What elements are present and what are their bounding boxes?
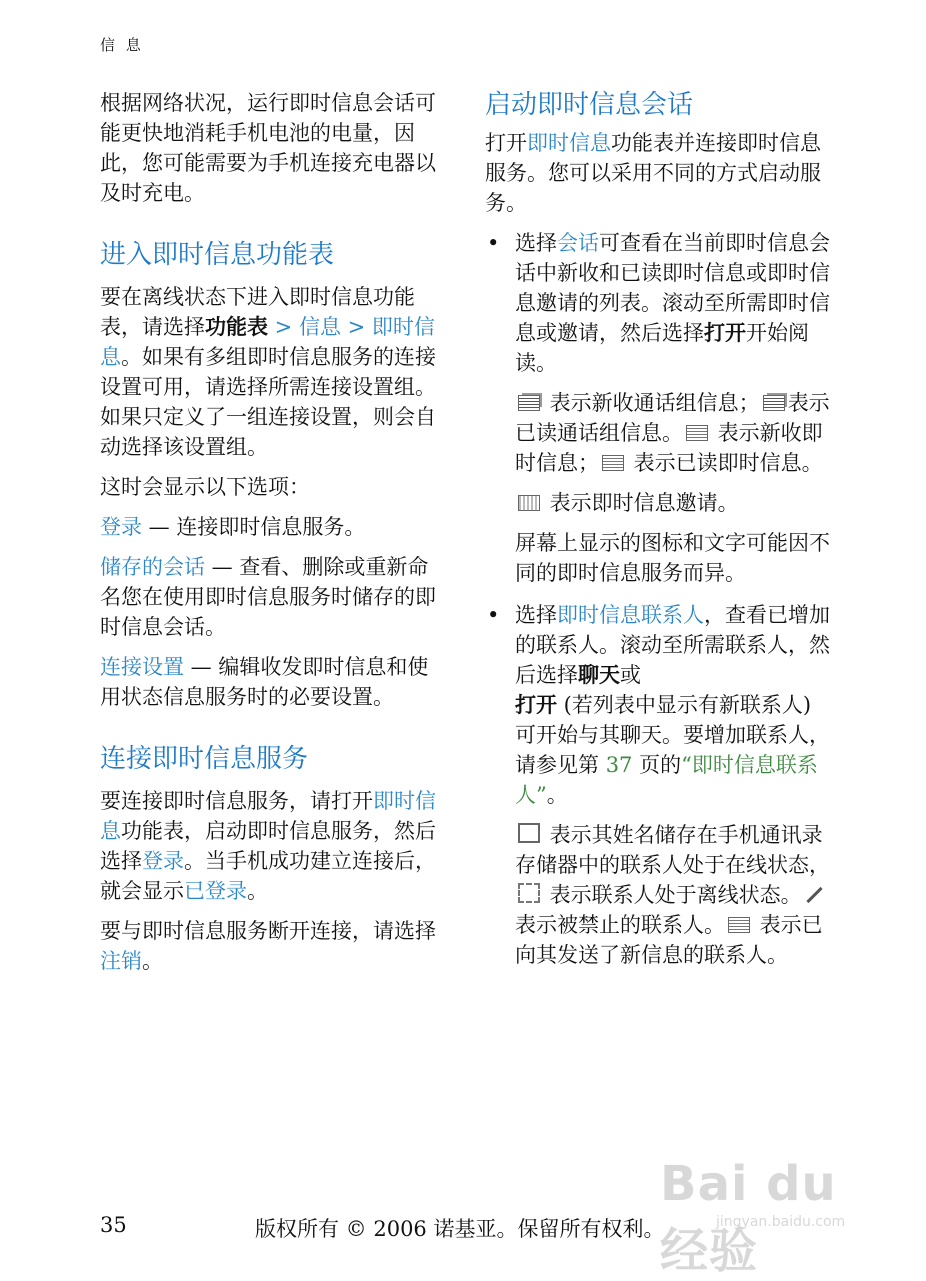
- connect-paragraph: 要连接即时信息服务，请打开即时信息功能表，启动即时信息服务，然后选择登录。当手机成功建立连接后，就会显示已登录。: [100, 789, 436, 903]
- page-reference[interactable]: 37: [605, 753, 633, 777]
- contacts-paragraph: • 选择即时信息联系人，查看已增加的联系人。滚动至所需联系人，然后选择聊天或 打开 (若列表中显示有新联系人) 可开始与其聊天。要增加联系人，请参见第 37 页的“即时信息联系人”。: [515, 603, 830, 807]
- menu-term: 功能表: [205, 314, 268, 339]
- contact-offline-icon: [518, 883, 540, 903]
- open-term: 打开: [515, 692, 557, 717]
- bullet-list: [485, 228, 830, 970]
- im-term: 即时信息: [527, 131, 611, 155]
- chat-term: 聊天: [578, 662, 620, 687]
- login-term: 登录: [100, 515, 142, 539]
- blocked-contact-icon: [805, 887, 823, 903]
- option-connection-settings: 连接设置 — 编辑收发即时信息和使用状态信息服务时的必要设置。: [100, 655, 429, 709]
- invitation-icon-paragraph: 表示即时信息邀请。: [515, 488, 830, 518]
- right-column: [485, 88, 830, 982]
- message-icons-paragraph: 表示新收通话组信息； 表示已读通话组信息。 表示新收即时信息； 表示已读即时信息。: [515, 391, 830, 475]
- logged-in-term: 已登录: [184, 879, 247, 903]
- baidu-watermark: [660, 1150, 870, 1279]
- page-number: 35: [100, 1213, 127, 1237]
- option-login: 登录 — 连接即时信息服务。: [100, 515, 366, 539]
- conversations-term: 会话: [557, 231, 599, 255]
- list-item: [485, 600, 830, 970]
- login-term: 登录: [142, 849, 184, 873]
- contact-online-icon: [518, 823, 540, 843]
- logout-term: 注销: [100, 949, 142, 973]
- invitation-icon: [518, 495, 540, 511]
- list-item: [485, 228, 830, 588]
- contacts-cross-reference[interactable]: “即时信息联系人”: [515, 753, 818, 807]
- new-message-sent-icon: [728, 917, 750, 933]
- open-term: 打开: [704, 320, 746, 345]
- left-column: [100, 88, 445, 986]
- heading-connect-im-service: 连接即时信息服务: [100, 744, 309, 774]
- intro-paragraph: 根据网络状况，运行即时信息会话可能更快地消耗手机电池的电量，因此，您可能需要为手机连接充电器以及时充电。: [100, 91, 436, 205]
- read-group-message-icon: [763, 395, 785, 411]
- messages-term: 信息: [298, 315, 341, 339]
- contacts-term: 即时信息联系人: [557, 603, 704, 627]
- option-saved-conversations: 储存的会话 — 查看、删除或重新命名您在使用即时信息服务时储存的即时信息会话。: [100, 555, 436, 639]
- options-intro: 这时会显示以下选项：: [100, 475, 310, 499]
- running-header: 信 息: [100, 36, 144, 54]
- heading-enter-im-menu: 进入即时信息功能表: [100, 240, 335, 270]
- new-group-message-icon: [518, 395, 540, 411]
- connection-settings-term: 连接设置: [100, 655, 184, 679]
- enter-menu-paragraph: 要在离线状态下进入即时信息功能表，请选择功能表 > 信息 > 即时信息。如果有多组即时信息服务的连接设置可用，请选择所需连接设置组。如果只定义了一组连接设置，则会自动选择该设置组。: [100, 285, 436, 459]
- watermark-logo: Bai du 经验: [660, 1156, 837, 1279]
- heading-start-im-session: 启动即时信息会话: [485, 90, 694, 120]
- watermark-url: jingyan.baidu.com: [716, 1214, 846, 1230]
- new-instant-message-icon: [686, 425, 708, 441]
- im-term: 即时信息: [100, 789, 436, 843]
- conversations-paragraph: • 选择会话可查看在当前即时信息会话中新收和已读即时信息或即时信息邀请的列表。滚动至所需即时信息或邀请，然后选择打开开始阅读。: [515, 231, 830, 375]
- im-term: 即时信息: [100, 315, 435, 369]
- saved-conversations-term: 储存的会话: [100, 555, 205, 579]
- note-paragraph: 屏幕上显示的图标和文字可能因不同的即时信息服务而异。: [515, 531, 830, 585]
- read-instant-message-icon: [602, 455, 624, 471]
- contact-icons-paragraph: 表示其姓名储存在手机通讯录存储器中的联系人处于在线状态， 表示联系人处于离线状态。 表示被禁止的联系人。 表示已向其发送了新信息的联系人。: [515, 823, 830, 967]
- copyright-notice: 版权所有 © 2006 诺基亚。保留所有权利。: [255, 1217, 665, 1241]
- disconnect-paragraph: 要与即时信息服务断开连接，请选择注销。: [100, 919, 436, 973]
- start-session-paragraph: 打开即时信息功能表并连接即时信息服务。您可以采用不同的方式启动服务。: [485, 131, 821, 215]
